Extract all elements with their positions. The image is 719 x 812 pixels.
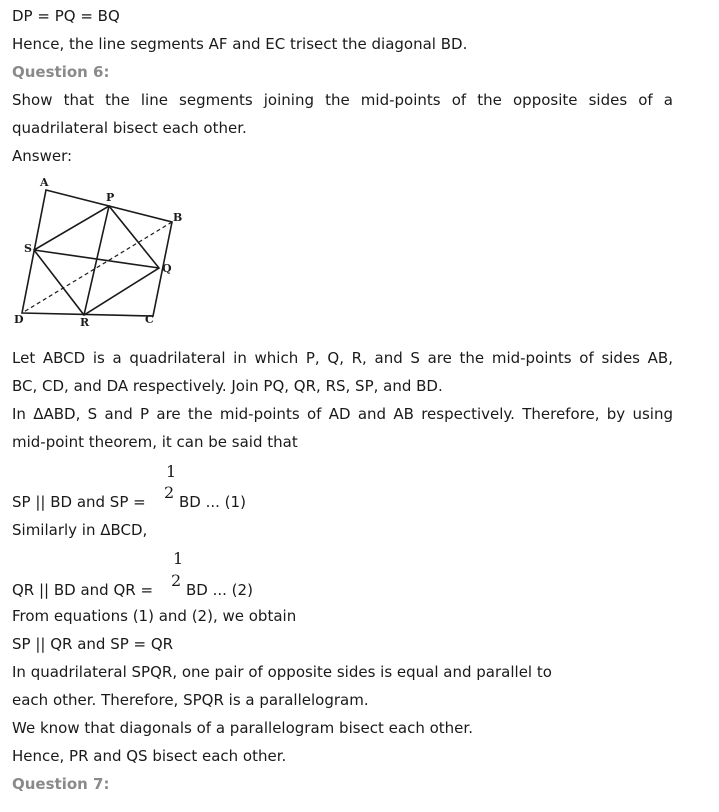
question-6-text: Show that the line segments joining the mid-points of the opposite sides of a [12, 91, 673, 109]
answer-text: SP || QR and SP = QR [12, 635, 174, 653]
segment-qs [34, 250, 159, 268]
fraction-numerator: 1 [173, 549, 184, 568]
answer-text: In ΔABD, S and P are the mid-points of AD and AB respectively. Therefore, by using [12, 405, 673, 423]
label-q: Q [162, 262, 172, 275]
fraction-denominator: 2 [171, 571, 182, 590]
label-d: D [14, 313, 24, 326]
answer-text: mid-point theorem, it can be said that [12, 433, 298, 451]
fraction-denominator: 2 [164, 483, 175, 502]
answer-text: From equations (1) and (2), we obtain [12, 607, 297, 625]
answer-text: Hence, PR and QS bisect each other. [12, 747, 287, 765]
label-s: S [24, 242, 32, 255]
question-6-heading: Question 6: [12, 63, 110, 81]
equation-2-tail: BD ... (2) [186, 581, 253, 599]
label-b: B [173, 211, 183, 224]
quadrilateral-figure [10, 174, 195, 334]
equation-1-tail: BD ... (1) [179, 493, 246, 511]
equation-1: SP || BD and SP = [12, 493, 146, 511]
text-line: DP = PQ = BQ [12, 7, 120, 25]
fraction-numerator: 1 [166, 462, 177, 481]
answer-text: BC, CD, and DA respectively. Join PQ, QR, RS, SP, and BD. [12, 377, 443, 395]
equation-2: QR || BD and QR = [12, 581, 154, 599]
answer-label: Answer: [12, 147, 73, 165]
diagonal-bd [22, 222, 172, 313]
label-c: C [145, 313, 154, 326]
answer-text: Similarly in ΔBCD, [12, 521, 148, 539]
label-r: R [80, 316, 90, 329]
label-p: P [106, 191, 115, 204]
answer-text: We know that diagonals of a parallelogram bisect each other. [12, 719, 473, 737]
question-6-text-cont: quadrilateral bisect each other. [12, 119, 247, 137]
question-7-heading: Question 7: [12, 775, 110, 793]
label-a: A [40, 176, 49, 189]
answer-text: Let ABCD is a quadrilateral in which P, Q, R, and S are the mid-points of sides AB, [12, 349, 673, 367]
answer-text: In quadrilateral SPQR, one pair of opposite sides is equal and parallel to [12, 663, 552, 681]
quadrilateral-abcd [22, 190, 172, 316]
text-line: Hence, the line segments AF and EC trisect the diagonal BD. [12, 35, 468, 53]
answer-text: each other. Therefore, SPQR is a parallelogram. [12, 691, 369, 709]
